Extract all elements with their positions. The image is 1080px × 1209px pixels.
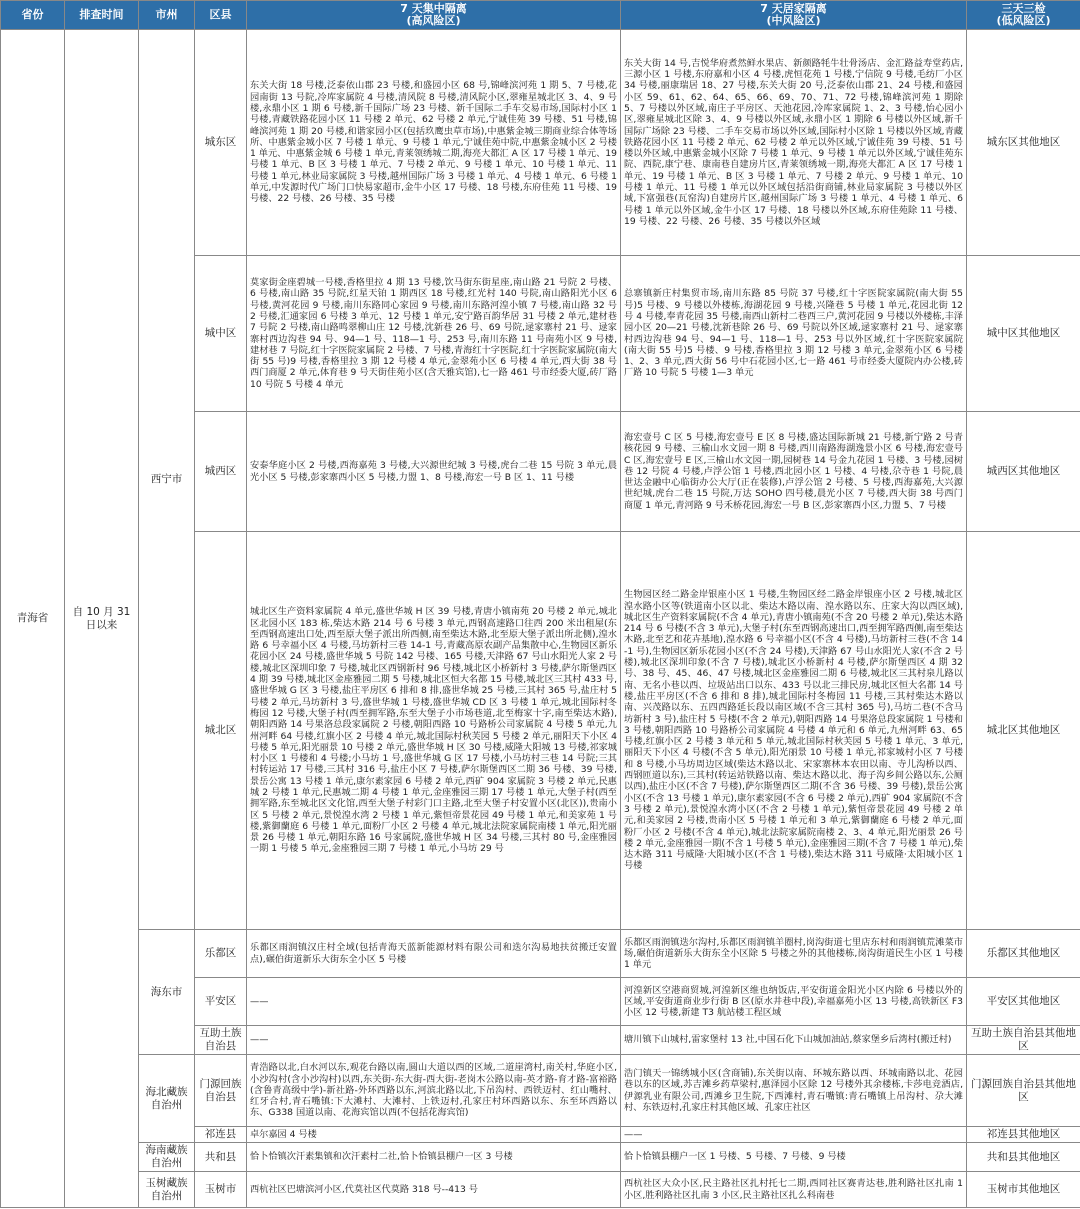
mid-risk-cell: 总寨镇新庄村集贸市场,南川东路 85 号院 37 号楼,红十字医院家属院(南大街 55 号)5 号楼、9 号楼以外楼栋,海湖花园 9 号楼,兴隆巷 5 号楼 1 单元,花园北街 12 号 4 号楼,奉青花园 35 号楼,南西山新村二巷西三户,黄河花园 9 号楼以外楼栋,丰泽园小区 20—21 号楼,沈新巷除 26 号、69 号院以外区域,逯家寨村 21 号、逯家寨村西边沟巷 94 号、94—1 号、118—1 号、253 号以外区域,红十字医院家属院(南大街 55 号)5 号楼、9 号楼,香格里拉 3 期 12 号楼 3 单元,金翠苑小区 6 号楼 1、2、3 单元,西大街 56 号中石花园小区,七一路 461 号市经委大厦院内办公楼,砖厂路 10 号院 5 号楼 1—3 单元 <box>621 256 967 412</box>
mid-risk-cell: 海宏壹号 C 区 5 号楼,海宏壹号 E 区 8 号楼,盛达国际新城 21 号楼,新宁路 2 号青核花园 9 号楼、三榆山水文园一期 8 号楼,西川南路海湖逸景小区 6 号楼,海宏壹号 C 区,海宏壹号 E 区,三榆山水文园一期,园树巷 14 号金九花园 1 号楼、3 号楼,园树巷 12 号院 4 号楼,卢浮公馆 1 号楼,西北园小区 1 号楼、4 号楼,尕寺巷 1 号院,晨世达金融中心临街办公大厅(正在装修),卢浮公馆 2 号楼、5 号楼,西海嘉苑,大兴源世纪城,虎台二巷 15 号院,万达 SOHO 四号楼,晨光小区 7 号楼,西大街 38 号西门商厦 1 单元,青河路 9 号禾桥花园,海宏一号 B 区,彭家寨西小区,力盟 5、7 号楼 <box>621 412 967 532</box>
county-cell: 城东区 <box>195 30 247 256</box>
mid-risk-cell: 西杭社区大众小区,民主路社区扎村托七二期,西同社区赛青达巷,胜利路社区扎南 1 小区,胜利路社区扎南 3 小区,民主路社区扎么科南巷 <box>621 1172 967 1208</box>
low-risk-cell: 玉树市其他地区 <box>967 1172 1080 1208</box>
mid-risk-cell: 浩门镇天一锦绣城小区(含商铺),东关街以南、环城东路以西、环城南路以北、花园巷以东的区域,苏吉滩乡药草梁村,惠泽园小区除 12 号楼外其余楼栋,卡莎电竞酒店,伊源乳业有限公司,西滩乡卫生院,下西滩村,青石嘴镇:青石嘴镇上吊沟村、尕大滩村、东铁迈村,孔家庄村其他区域、孔家庄社区 <box>621 1055 967 1127</box>
header-mid-risk: 7 天居家隔离 (中风险区) <box>621 1 967 30</box>
mid-risk-cell: 恰卜恰镇县棚户一区 1 号楼、5 号楼、7 号楼、9 号楼 <box>621 1143 967 1172</box>
mid-risk-cell: 东关大街 14 号,吉悦华府煮然鲜水果店、新颜路牦牛壮骨汤店、金汇路益寿堂药店,三源小区 1 号楼,东府嘉和小区 4 号楼,虎恒花苑 1 号楼,宁信院 9 号楼,毛纺厂小区 34 号楼,丽康瑞居 18、27 号楼,东关大街 20 号,泛泰依山郡 21、24 号楼,和盛园小区 59、61、62、64、65、66、69、70、71、72 号楼,锦峰滨河苑 1 期除 5、7 号楼以外区域,南庄子平房区、天池花园,冷库家属院 1、2、3 号楼,怡心园小区,翠雍星城北区除 3、4、9 号楼以外区域,永鼎小区 1 期除 6 号楼以外区域,新千国际广场除 23 号楼、二手车交易市场以外区域,国际村小区除 1 号楼以外区域,青藏铁路花园小区 11 号楼 2 单元、62 号楼 2 单元以外区域,宁诚佳苑 39 号楼、51 号楼以外区域,中惠紫金城小区除 7 号楼 1 单元、9 号楼 1 单元以外区域,宁诚佳苑东院、西院,康宁巷、康南巷自建房片区,青莱领绣城一期,海亮大都汇 A 区 17 号楼 1 单元、19 号楼 1 单元、B 区 3 号楼 1 单元、7 号楼 2 单元、9 号楼 1 单元、10 号楼 1 单元、11 号楼 1 单元以外区域包括沿街商铺,林业局家属院 3 号楼以外区域,下富强巷(瓦窑沟)自建房片区,越州国际广场 3 号楼 1 单元、4 号楼 1 单元、6 号楼 1 单元以外区域,金牛小区 17 号楼、18 号楼以外区域,东府佳苑除 11 号楼、19 号楼、22 号楼、26 号楼、35 号楼以外区域 <box>621 30 967 256</box>
low-risk-cell: 乐都区其他地区 <box>967 930 1080 978</box>
header-high-risk: 7 天集中隔离 (高风险区) <box>247 1 621 30</box>
low-risk-cell: 互助土族自治县其他地区 <box>967 1026 1080 1055</box>
high-risk-cell: 莫家街金座碧城一号楼,香格里拉 4 期 13 号楼,饮马街东街星座,南山路 21 号院 2 号楼、6 号楼,南山路 35 号院,红星天铂 1 期西区 18 号楼,红光村 140 号院,南山路阳光小区 6 号楼,黄河花园 9 号楼,南川东路同心家园 9 号楼,南川东路河湟小镇 7 号楼,南山路 32 号 2 号楼,汇通家园 6 号楼 3 单元、12 号楼 1 单元,安宁路百韵华居 31 号楼 2 单元,建材巷 7 号院 2 号楼,南山路鸣翠柳山庄 12 号楼,沈新巷 26 号、69 号院,逯家寨村 21 号、逯家寨村西边沟巷 94 号、94—1 号、118—1 号、253 号,南川东路 11 号南苑小区 9 号楼,建材巷 7 号院,红十字医院家属院 2 号楼、7 号楼,青海红十字医院,红十字医院家属院(南大街 55 号)9 号楼,香格里拉 3 期 12 号楼 4 单元,金翠苑小区 6 号楼 4 单元,西大街 38 号西门商厦 2 单元,体育巷 9 号天街佳苑小区(含天雅宾馆),七一路 461 号市经委大厦,砖厂路 10 号院 5 号楼 4 单元 <box>247 256 621 412</box>
high-risk-cell: 乐都区雨润镇汉庄村全域(包括青海天蓝新能源材料有限公司和迭尔沟易地扶贫搬迁安置点),碾伯街道新乐大街东全小区 5 号楼 <box>247 930 621 978</box>
county-cell: 玉树市 <box>195 1172 247 1208</box>
header-county: 区县 <box>195 1 247 30</box>
county-cell: 城西区 <box>195 412 247 532</box>
time-cell: 自 10 月 31 日以来 <box>65 30 139 1208</box>
header-city: 市州 <box>139 1 195 30</box>
mid-risk-cell: 生物园区经二路金岸银座小区 1 号楼,生物园区经二路金岸银座小区 2 号楼,城北区湟水路小区等(铁道南小区以北、柴达木路以南、湟水路以东、庄家大沟以西区域),城北区生产资料家属院(不含 4 单元),青唐小镇南苑(不含 20 号楼 2 单元),柴达木路 214 号 6 号楼(不含 3 单元),大堡子村(东至西钢高速出口,西至拥军路西侧,南至柴达木路,北至艺和花卉基地),湟水路 6 号幸福小区(不含 4 号楼),马坊新村三巷(不含 14-1 号),生物园区新乐花园小区(不含 24 号楼),天津路 67 号山水阳光人家(不含 2 号楼),城北区深圳印象(不含 7 号楼),城北区小桥新村 4 号楼,萨尔斯堡西区 4 期 32 号、38 号、45、46、47 号楼,城北区金座雅园二期 6 号楼,城北区三其村泉儿路以南、无名小巷以西、垃圾站出口以东、433 号以北三排民房,城北区恒大名都 14 号楼,盐庄平房区(不含 6 排和 8 排),城北国际村冬梅园 11 号楼,三其村柴达木路以南、兴茂路以东、五四西路延长段以南区域(不含三其村 365 号),马坊二巷(不含马坊新村 3 号),盐庄村 5 号楼(不含 2 单元),朝阳西路 14 号果洛总段家属院 1 号楼和 3 号楼,朝阳西路 10 号路桥公司家属院 4 号楼 4 单元和 6 单元,九州河畔 63、65 号楼,红旗小区 2 号楼 3 单元和 5 单元,城北国际村秋芙园 5 号楼 1 单元、3 单元,丽阳天下小区 4 号楼(不含 5 单元),阳光丽景 10 号楼 1 单元,祁家城村小区 7 号楼和 8 号楼,小马坊周边区域(柴达木路以北、宋家寨林本农田以南、寺儿沟桥以西、西钢匝道以东),三其村(转运站铁路以南、柴达木路以北、海子沟乡间公路以东,公厕以西),盐庄小区(不含 7 号楼),萨尔斯堡西区二期(不含 36 号楼、39 号楼),景岳公寓小区(不含 13 号楼 1 单元),康尔素家园(不含 6 号楼 2 单元),西矿 904 家属院(不含 3 号楼 2 单元),景悦湟水湾小区(不含 2 号楼 1 单元),紫恒帝景花园 49 号楼 2 单元,和美家园 2 号楼,贵南小区 5 号楼 1 单元和 3 单元,紫御蘭庭 6 号楼 2 单元,面粉厂小区 2 号楼(不含 4 单元),城北法院家属院南楼 2、3、4 单元,阳光丽景 26 号楼 2 单元,金座雅园一期(不含 1 号楼 5 单元),金座雅园三期(不含 7 号楼 1 单元),柴达木路 311 号威隆·大阳城小区(不含 1 号楼),柴达木路 311 号威隆·太阳城小区 1 号楼 <box>621 532 967 930</box>
low-risk-cell: 城北区其他地区 <box>967 532 1080 930</box>
high-risk-cell: —— <box>247 1026 621 1055</box>
high-risk-cell: 安泰华庭小区 2 号楼,西海嘉苑 3 号楼,大兴源世纪城 3 号楼,虎台二巷 15 号院 3 单元,晨光小区 5 号楼,彭家寨西小区 5 号楼,力盟 1、8 号楼,海宏一号 B 区 1、11 号楼 <box>247 412 621 532</box>
city-yushu: 玉树藏族自治州 <box>139 1172 195 1208</box>
low-risk-cell: 城中区其他地区 <box>967 256 1080 412</box>
table-row <box>1 1143 1080 1172</box>
city-hainan: 海南藏族自治州 <box>139 1143 195 1172</box>
mid-risk-cell: 河湟新区空港商贸城,河湟新区维也纳饭店,平安街道金阳光小区内除 6 号楼以外的区域,平安街道商业步行街 B 区(原水井巷中段),幸福嘉苑小区 13 号楼,高铁新区 F3 小区 12 号楼,新建 T3 航站楼工程区域 <box>621 978 967 1026</box>
table-row <box>1 930 1080 978</box>
header-row <box>1 1 1080 30</box>
mid-risk-cell: —— <box>621 1127 967 1143</box>
high-risk-cell: 青浩路以北,白水河以东,观花台路以南,圆山大道以西的区域,二道崖湾村,南关村,华庭小区,小沙沟村(含小沙沟村)以西,东关街-东大街-西大街-老岗木公路以南-英才路-育才路-富裕路(含鲁青高级中学)-新社路-外环西路以东,河滨北路以北,下吊沟村、西铁迈村、红山嘴村、红牙合村,青石嘴镇:下大滩村、大滩村、上铁迈村,孔家庄村环西路以东、东至环西路以东、G338 国道以南、花海宾馆以西(不包括花海宾馆) <box>247 1055 621 1127</box>
county-cell: 祁连县 <box>195 1127 247 1143</box>
high-risk-cell: 卓尔嘉园 4 号楼 <box>247 1127 621 1143</box>
low-risk-cell: 门源回族自治县其他地区 <box>967 1055 1080 1127</box>
county-cell: 城中区 <box>195 256 247 412</box>
high-risk-cell: 城北区生产资料家属院 4 单元,盛世华城 H 区 39 号楼,青唐小镇南苑 20 号楼 2 单元,城北区北园小区 183 栋,柴达木路 214 号 6 号楼 3 单元,西钢高速路口往西 200 米出租屋(东至西钢高速出口处,西至原大堡子派出所西侧,南至柴达木路,北至原大堡子派出所北侧),湟水路 6 号幸福小区 4 号楼,马坊新村三巷 14-1 号,青藏高原农副产品集散中心,生物园区新乐花园小区 24 号楼,盛世华城 5 号院 142 号楼、165 号楼,天津路 67 号山水阳光人家 2 号楼,城北区深圳印象 7 号楼,城北区西钢新村 96 号楼,城北区小桥新村 3 号楼,萨尔斯堡西区 4 期 39 号楼,城北区金座雅园二期 5 号楼,城北区恒大名都 15 号楼,城北区三其村 433 号,盛世华城 G 区 3 号楼,盐庄平房区 6 排和 8 排,盛世华城 25 号楼,三其村 365 号,盐庄村 5 号楼 2 单元,马坊新村 3 号,盛世华城 1 号楼,盛世华城 CD 区 3 号楼 1 单元,城北国际村冬梅园 12 号楼,大堡子村(西至拥军路,东至大堡子小市场巷道,北至梅家十字,南至柴达木路),朝阳西路 14 号果洛总段家属院 2 号楼,朝阳西路 10 号路桥公司家属院 4 号楼 5 单元,九州河畔 64 号楼,红旗小区 2 号楼 4 单元,城北国际村秋芙园 5 号楼 2 单元,丽阳天下小区 4 号楼 5 单元,阳光丽景 10 号楼 2 单元,盛世华城 H 区 30 号楼,威隆大阳城 13 号楼,祁家城村小区 1 号楼和 4 号楼;小马坊 1 号,盛世华城 G 区 17 号楼,小马坊村三巷 14 号院;三其村转运站 17 号楼,三其村 316 号,盐庄小区 7 号楼,萨尔斯堡西区二期 36 号楼、39 号楼,景岳公寓 13 号楼 1 单元,康尔素家园 6 号楼 2 单元,西矿 904 家属院 3 号楼 2 单元,民惠城 2 号楼 1 单元,民惠城二期 4 号楼 1 单元,金座雅园三期 17 号楼 1 单元,大堡子村(西至拥军路,东至城北区文化馆,西至大堡子村彩门口主路,北至大堡子村安置小区(北区)),贵南小区 5 号楼 2 单元,景悦湟水湾 2 号楼 1 单元,紫恒帝景花园 49 号楼 1 单元,和美家苑 1 号楼,紫御蘭庭 6 号楼 1 单元,面粉厂小区 2 号楼 4 单元,城北法院家属院南楼 1 单元,阳光丽景 26 号楼 1 单元,朝阳东路 16 号家属院,盛世华城 H 区 34 号楼,三其村 80 号,金座雅园一期 1 号楼 5 单元,金座雅园三期 7 号楼 1 单元,小马坊 29 号 <box>247 532 621 930</box>
low-risk-cell: 城西区其他地区 <box>967 412 1080 532</box>
city-haibei: 海北藏族自治州 <box>139 1055 195 1143</box>
low-risk-cell: 祁连县其他地区 <box>967 1127 1080 1143</box>
county-cell: 共和县 <box>195 1143 247 1172</box>
county-cell: 城北区 <box>195 532 247 930</box>
low-risk-cell: 城东区其他地区 <box>967 30 1080 256</box>
header-time: 排查时间 <box>65 1 139 30</box>
province-cell: 青海省 <box>1 30 65 1208</box>
low-risk-cell: 平安区其他地区 <box>967 978 1080 1026</box>
table-row <box>1 1172 1080 1208</box>
county-cell: 互助土族自治县 <box>195 1026 247 1055</box>
low-risk-cell: 共和县其他地区 <box>967 1143 1080 1172</box>
city-xining: 西宁市 <box>139 30 195 930</box>
header-province: 省份 <box>1 1 65 30</box>
county-cell: 乐都区 <box>195 930 247 978</box>
city-haidong: 海东市 <box>139 930 195 1055</box>
high-risk-cell: 恰卜恰镇次汗素集镇和次汗素村二社,恰卜恰镇县棚户一区 3 号楼 <box>247 1143 621 1172</box>
table-row <box>1 1055 1080 1127</box>
mid-risk-cell: 乐都区雨润镇迭尔沟村,乐都区雨润镇羊圈村,岗沟街道七里店东村和雨润镇荒滩菜市场,碾伯街道新乐大街东全小区除 5 号楼之外的其他楼栋,岗沟街道民生小区 1 号楼 1 单元 <box>621 930 967 978</box>
table-row <box>1 30 1080 256</box>
high-risk-cell: 西杭社区巴塘滨河小区,代莫社区代莫路 318 号--413 号 <box>247 1172 621 1208</box>
high-risk-cell: 东关大街 18 号楼,泛泰依山郡 23 号楼,和盛园小区 68 号,锦峰滨河苑 1 期 5、7 号楼,花园南街 13 号院,冷库家属院 4 号楼,清风院 8 号楼,清风院小区,翠雍星城北区 3、4、9 号楼,永鼎小区 1 期 6 号楼,新千国际广场 23 号楼、新千国际二手车交易市场,国际村小区 1 号楼,青藏铁路花园小区 11 号楼 2 单元、62 号楼 2 单元,宁诚佳苑 39 号楼、51 号楼,锦峰滨河苑 1 期 20 号楼,和谐家园小区(包括玖鹰虫草市场),中惠紫金城三期商业综合体等场所、中惠紫金城小区 7 号楼 1 单元、9 号楼 1 单元,宁诚佳苑中院,中惠紫金城小区 2 号楼 1 单元、中惠紫金城 6 号楼 1 单元,青莱领绣城二期,海亮大都汇 A 区 17 号楼 1 单元、19 号楼 1 单元、B 区 3 号楼 1 单元、7 号楼 2 单元、9 号楼 1 单元、10 号楼 1 单元、11 号楼 1 单元,林业局家属院 3 号楼,越州国际广场 3 号楼 1 单元、4 号楼 1 单元、6 号楼 1 单元,中发源时代广场门口快易家超市,金牛小区 17 号楼、18 号楼,东府佳苑 11 号楼、19 号楼、22 号楼、26 号楼、35 号楼 <box>247 30 621 256</box>
county-cell: 平安区 <box>195 978 247 1026</box>
mid-risk-cell: 塘川镇下山城村,雷家堡村 13 社,中国石化下山城加油站,蔡家堡乡后湾村(搬迁村) <box>621 1026 967 1055</box>
county-cell: 门源回族自治县 <box>195 1055 247 1127</box>
high-risk-cell: —— <box>247 978 621 1026</box>
header-low-risk: 三天三检 (低风险区) <box>967 1 1080 30</box>
